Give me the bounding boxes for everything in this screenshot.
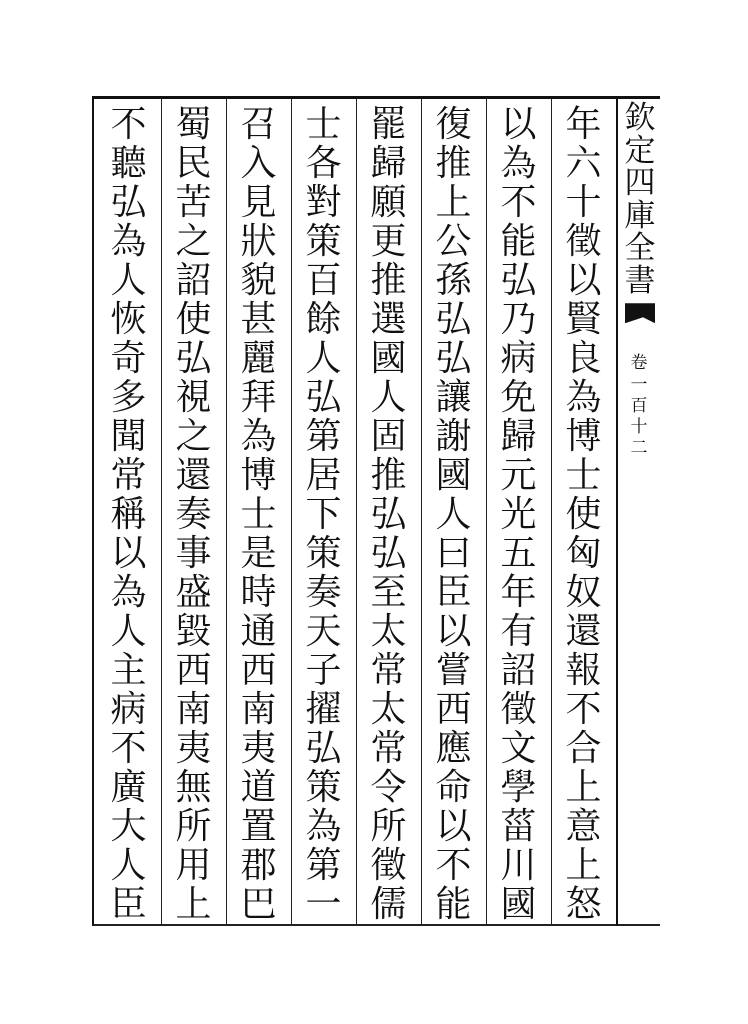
text-column [103, 104, 155, 925]
glyph: 臣 [435, 572, 472, 613]
glyph: 用 [175, 845, 212, 886]
margin-glyph: 書 [624, 262, 656, 299]
glyph: 士 [305, 104, 342, 145]
glyph: 拜 [240, 377, 277, 418]
glyph: 博 [240, 455, 277, 496]
glyph: 對 [305, 182, 342, 223]
glyph: 餘 [305, 299, 342, 340]
glyph: 儒 [370, 884, 407, 925]
glyph: 更 [370, 221, 407, 262]
glyph: 奏 [305, 572, 342, 613]
margin-rule [616, 96, 618, 926]
glyph: 無 [175, 767, 212, 808]
column-rule [226, 99, 227, 924]
glyph: 徵 [565, 221, 602, 262]
margin-glyph: 一 [630, 374, 650, 395]
column-rule [356, 99, 357, 924]
glyph: 應 [435, 728, 472, 769]
glyph: 弘 [305, 728, 342, 769]
glyph: 不 [565, 689, 602, 730]
text-column [363, 104, 415, 925]
glyph: 弘 [500, 260, 537, 301]
margin-glyph: 十 [630, 417, 650, 438]
glyph: 弘 [305, 377, 342, 418]
column-rule [291, 99, 292, 924]
glyph: 為 [110, 572, 147, 613]
glyph: 聽 [110, 143, 147, 184]
glyph: 奴 [565, 572, 602, 613]
glyph: 人 [370, 377, 407, 418]
glyph: 各 [305, 143, 342, 184]
glyph: 為 [500, 143, 537, 184]
glyph: 學 [500, 767, 537, 808]
glyph: 不 [500, 182, 537, 223]
glyph: 選 [370, 299, 407, 340]
margin-glyph: 庫 [624, 197, 656, 234]
glyph: 士 [240, 494, 277, 535]
glyph: 子 [305, 650, 342, 691]
glyph: 六 [565, 143, 602, 184]
glyph: 弘 [435, 299, 472, 340]
glyph: 通 [240, 611, 277, 652]
glyph: 恢 [110, 299, 147, 340]
glyph: 貌 [240, 260, 277, 301]
glyph: 曰 [435, 533, 472, 574]
glyph: 嘗 [435, 650, 472, 691]
glyph: 病 [110, 689, 147, 730]
text-column [233, 104, 285, 925]
glyph: 以 [565, 260, 602, 301]
glyph: 為 [240, 416, 277, 457]
glyph: 人 [110, 845, 147, 886]
glyph: 有 [500, 611, 537, 652]
glyph: 川 [500, 845, 537, 886]
glyph: 使 [565, 494, 602, 535]
glyph: 歸 [500, 416, 537, 457]
glyph: 是 [240, 533, 277, 574]
glyph: 乃 [500, 299, 537, 340]
glyph: 聞 [110, 416, 147, 457]
margin-glyph: 四 [624, 165, 656, 202]
glyph: 以 [435, 806, 472, 847]
margin-glyph: 卷 [630, 353, 650, 374]
margin-glyph: 定 [624, 132, 656, 169]
glyph: 夷 [175, 728, 212, 769]
glyph: 推 [370, 260, 407, 301]
glyph: 還 [565, 611, 602, 652]
glyph: 固 [370, 416, 407, 457]
glyph: 盛 [175, 572, 212, 613]
glyph: 病 [500, 338, 537, 379]
glyph: 意 [565, 806, 602, 847]
glyph: 詔 [500, 650, 537, 691]
glyph: 臣 [110, 884, 147, 925]
glyph: 策 [305, 533, 342, 574]
glyph: 之 [175, 416, 212, 457]
glyph: 太 [370, 689, 407, 730]
glyph: 麗 [240, 338, 277, 379]
glyph: 天 [305, 611, 342, 652]
glyph: 詔 [175, 260, 212, 301]
glyph: 民 [175, 143, 212, 184]
glyph: 道 [240, 767, 277, 808]
glyph: 常 [370, 728, 407, 769]
glyph: 之 [175, 221, 212, 262]
glyph: 策 [305, 767, 342, 808]
glyph: 菑 [500, 806, 537, 847]
glyph: 士 [565, 455, 602, 496]
glyph: 國 [370, 338, 407, 379]
glyph: 召 [240, 104, 277, 145]
book-title [625, 102, 656, 297]
glyph: 南 [175, 689, 212, 730]
glyph: 推 [435, 143, 472, 184]
glyph: 視 [175, 377, 212, 418]
fish-tail-mark [625, 303, 655, 323]
glyph: 不 [435, 845, 472, 886]
juan-label [631, 353, 650, 459]
glyph: 願 [370, 182, 407, 223]
glyph: 公 [435, 221, 472, 262]
glyph: 狀 [240, 221, 277, 262]
glyph: 免 [500, 377, 537, 418]
glyph: 一 [305, 884, 342, 925]
glyph: 國 [435, 455, 472, 496]
glyph: 文 [500, 728, 537, 769]
text-column [558, 104, 610, 925]
glyph: 令 [370, 767, 407, 808]
glyph: 苦 [175, 182, 212, 223]
glyph: 為 [305, 806, 342, 847]
glyph: 博 [565, 416, 602, 457]
glyph: 怒 [565, 884, 602, 925]
glyph: 人 [110, 260, 147, 301]
glyph: 能 [435, 884, 472, 925]
glyph: 復 [435, 104, 472, 145]
glyph: 弘 [370, 533, 407, 574]
glyph: 第 [305, 845, 342, 886]
glyph: 常 [370, 650, 407, 691]
glyph: 使 [175, 299, 212, 340]
margin-glyph: 百 [630, 395, 650, 416]
glyph: 入 [240, 143, 277, 184]
glyph: 謝 [435, 416, 472, 457]
glyph: 上 [565, 767, 602, 808]
glyph: 孫 [435, 260, 472, 301]
glyph: 歸 [370, 143, 407, 184]
glyph: 主 [110, 650, 147, 691]
glyph: 太 [370, 611, 407, 652]
glyph: 居 [305, 455, 342, 496]
column-rule [486, 99, 487, 924]
glyph: 良 [565, 338, 602, 379]
glyph: 人 [435, 494, 472, 535]
glyph: 國 [500, 884, 537, 925]
glyph: 罷 [370, 104, 407, 145]
glyph: 合 [565, 728, 602, 769]
glyph: 為 [565, 377, 602, 418]
text-column [298, 104, 350, 925]
glyph: 以 [435, 611, 472, 652]
glyph: 以 [110, 533, 147, 574]
glyph: 徵 [500, 689, 537, 730]
glyph: 年 [565, 104, 602, 145]
glyph: 廣 [110, 767, 147, 808]
glyph: 弘 [175, 338, 212, 379]
glyph: 五 [500, 533, 537, 574]
glyph: 蜀 [175, 104, 212, 145]
glyph: 多 [110, 377, 147, 418]
glyph: 至 [370, 572, 407, 613]
glyph: 夷 [240, 728, 277, 769]
column-rule [421, 99, 422, 924]
margin-glyph: 二 [630, 438, 650, 459]
glyph: 弘 [435, 338, 472, 379]
glyph: 為 [110, 221, 147, 262]
margin-glyph: 欽 [624, 100, 656, 136]
glyph: 命 [435, 767, 472, 808]
text-area [96, 99, 616, 924]
glyph: 所 [370, 806, 407, 847]
glyph: 置 [240, 806, 277, 847]
glyph: 不 [110, 728, 147, 769]
glyph: 下 [305, 494, 342, 535]
glyph: 西 [175, 650, 212, 691]
glyph: 稱 [110, 494, 147, 535]
glyph: 奏 [175, 494, 212, 535]
glyph: 策 [305, 221, 342, 262]
glyph: 南 [240, 689, 277, 730]
glyph: 時 [240, 572, 277, 613]
glyph: 能 [500, 221, 537, 262]
glyph: 大 [110, 806, 147, 847]
glyph: 報 [565, 650, 602, 691]
glyph: 奇 [110, 338, 147, 379]
glyph: 擢 [305, 689, 342, 730]
column-rule [161, 99, 162, 924]
glyph: 第 [305, 416, 342, 457]
glyph: 弘 [110, 182, 147, 223]
glyph: 匈 [565, 533, 602, 574]
glyph: 賢 [565, 299, 602, 340]
glyph: 百 [305, 260, 342, 301]
glyph: 徵 [370, 845, 407, 886]
glyph: 光 [500, 494, 537, 535]
glyph: 還 [175, 455, 212, 496]
glyph: 所 [175, 806, 212, 847]
text-column [428, 104, 480, 925]
glyph: 十 [565, 182, 602, 223]
glyph: 常 [110, 455, 147, 496]
glyph: 上 [175, 884, 212, 925]
text-column [168, 104, 220, 925]
glyph: 甚 [240, 299, 277, 340]
glyph: 人 [305, 338, 342, 379]
glyph: 年 [500, 572, 537, 613]
glyph: 人 [110, 611, 147, 652]
glyph: 以 [500, 104, 537, 145]
glyph: 見 [240, 182, 277, 223]
glyph: 西 [435, 689, 472, 730]
text-column [493, 104, 545, 925]
page-margin-strip [620, 100, 660, 920]
glyph: 巴 [240, 884, 277, 925]
glyph: 郡 [240, 845, 277, 886]
glyph: 上 [435, 182, 472, 223]
glyph: 上 [565, 845, 602, 886]
glyph: 推 [370, 455, 407, 496]
glyph: 弘 [370, 494, 407, 535]
glyph: 讓 [435, 377, 472, 418]
column-rule [551, 99, 552, 924]
glyph: 西 [240, 650, 277, 691]
glyph: 不 [110, 104, 147, 145]
glyph: 毀 [175, 611, 212, 652]
glyph: 事 [175, 533, 212, 574]
glyph: 元 [500, 455, 537, 496]
margin-glyph: 全 [624, 230, 656, 267]
